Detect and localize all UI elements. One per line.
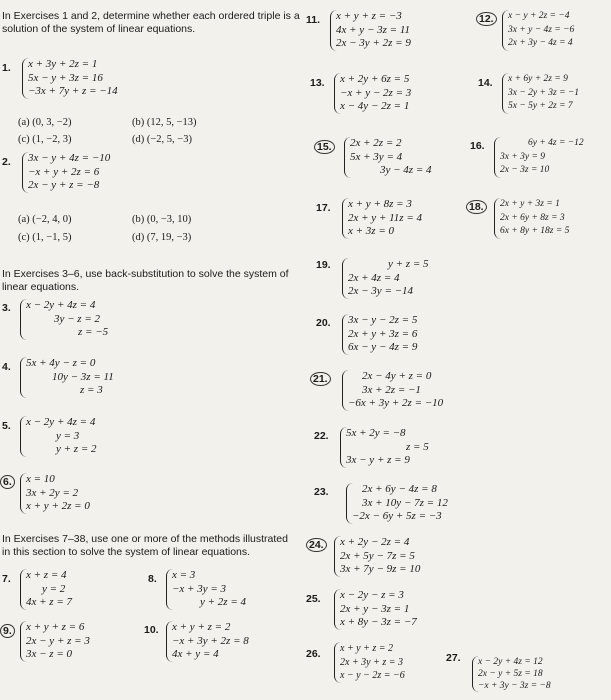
exercise-number: 4. xyxy=(2,361,11,373)
equation: x − 2y − z = 3 xyxy=(340,589,404,601)
exercise-number: 12. xyxy=(476,12,497,26)
equation: x + 3y + 2z = 1 xyxy=(28,58,98,70)
exercise-number: 2. xyxy=(2,156,11,168)
equation: 2x + 5y − 7z = 5 xyxy=(340,549,415,562)
equation-system xyxy=(166,621,249,662)
equation-system xyxy=(342,258,429,299)
equation: x + 6y + 2z = 9 xyxy=(508,74,568,84)
equation: 2x − 4y + z = 0 xyxy=(362,370,432,382)
equation: 3x − y + 4z = −10 xyxy=(28,152,111,164)
exercise-number: 22. xyxy=(314,430,329,442)
equation: 2x + 3y − 4z = 4 xyxy=(508,38,573,48)
exercise-number: 24. xyxy=(306,538,327,552)
equation: 5x + 3y = 4 xyxy=(350,150,403,163)
equation: 3x − y − 2z = 5 xyxy=(348,314,418,326)
equation: 2x − 3z = 10 xyxy=(500,165,550,175)
equation: 2x + 4z = 4 xyxy=(348,271,400,284)
equation: x + y + z = 6 xyxy=(26,621,85,633)
equation: −x + 3y = 3 xyxy=(172,582,227,595)
exercise-number: 7. xyxy=(2,573,11,585)
equation: 5x + 4y − z = 0 xyxy=(26,357,96,369)
answer-option: (a) (0, 3, −2) xyxy=(18,117,72,128)
exercise-number: 8. xyxy=(148,573,157,585)
exercise-number: 13. xyxy=(310,77,325,89)
exercise-number: 15. xyxy=(314,140,335,154)
exercise-number: 19. xyxy=(316,259,331,271)
equation-system xyxy=(334,73,411,114)
equation: x + y + z = 2 xyxy=(340,643,394,654)
equation-system xyxy=(342,314,417,355)
answer-option: (b) (12, 5, −13) xyxy=(132,117,197,128)
exercise-number: 6. xyxy=(0,475,15,489)
equation: 2x + y + 11z = 4 xyxy=(348,211,422,224)
equation: y + z = 5 xyxy=(388,258,429,270)
answer-option: (c) (1, −2, 3) xyxy=(18,134,72,145)
equation: 2x − y + 5z = 18 xyxy=(478,669,543,679)
equation-system xyxy=(22,152,110,193)
equation: 2x + 6y − 4z = 8 xyxy=(362,483,437,495)
equation-system xyxy=(334,589,417,630)
equation: 3y − 4z = 4 xyxy=(380,164,432,176)
equation: 3x + 10y − 7z = 12 xyxy=(362,496,448,509)
equation: z = 3 xyxy=(80,384,103,396)
equation: 2x + 3y + z = 3 xyxy=(340,656,404,668)
equation: x + y + z = −3 xyxy=(336,10,402,22)
equation: 3x + 3y = 9 xyxy=(500,151,546,162)
equation: x + z = 4 xyxy=(26,569,67,581)
equation-system xyxy=(344,137,432,178)
equation: 2x + 2z = 2 xyxy=(350,137,402,149)
equation: 2x − 3y = −14 xyxy=(348,285,414,297)
equation-system xyxy=(330,10,411,51)
equation: x − y − 2z = −6 xyxy=(340,670,405,681)
equation: 2x + y + 3z = 6 xyxy=(348,327,418,340)
equation: 4x + y − 3z = 11 xyxy=(336,23,410,36)
equation-system xyxy=(472,656,551,692)
equation-system xyxy=(346,483,448,524)
equation: x + 2y − 2z = 4 xyxy=(340,536,410,548)
equation: 2x − y + z = −8 xyxy=(28,179,100,191)
exercise-number: 11. xyxy=(306,14,321,26)
exercise-number: 16. xyxy=(470,140,485,152)
equation: 2x + y + 3z = 1 xyxy=(500,199,560,209)
equation: 2x − y + z = 3 xyxy=(26,634,90,647)
equation-system xyxy=(342,198,422,239)
answer-option: (d) (−2, 5, −3) xyxy=(132,134,192,145)
exercise-number: 1. xyxy=(2,62,11,74)
equation: 3x − 2y + 3z = −1 xyxy=(508,87,580,98)
equation: 10y − 3z = 11 xyxy=(52,370,114,383)
equation: x + y + 8z = 3 xyxy=(348,198,412,210)
equation-system xyxy=(166,569,246,610)
equation: 5x + 2y = −8 xyxy=(346,427,406,439)
equation: x + y + z = 2 xyxy=(172,621,231,633)
instructions-3-6: In Exercises 3–6, use back-substitution to solve the system of linear equations. xyxy=(2,268,289,293)
equation-system xyxy=(502,73,579,114)
equation-system xyxy=(20,299,108,340)
equation: y = 2 xyxy=(42,582,66,595)
answer-option: (b) (0, −3, 10) xyxy=(132,214,192,225)
equation: 3x − z = 0 xyxy=(26,648,73,660)
equation-system xyxy=(494,198,569,239)
instructions-1-2: In Exercises 1 and 2, determine whether each ordered triple is a solution of the system of linear equations. xyxy=(2,10,300,35)
equation: 2x + y − 3z = 1 xyxy=(340,602,410,615)
exercise-number: 23. xyxy=(314,486,329,498)
equation-system xyxy=(342,370,443,411)
exercise-number: 20. xyxy=(316,317,331,329)
exercise-number: 5. xyxy=(2,420,11,432)
equation: 2x − 3y + 2z = 9 xyxy=(336,37,411,49)
exercise-number: 27. xyxy=(446,652,461,664)
equation: 3x + y − 4z = −6 xyxy=(508,24,575,35)
equation: y + z = 2 xyxy=(56,443,97,455)
equation-system xyxy=(334,536,420,577)
equation-system xyxy=(340,427,429,468)
equation: −3x + 7y + z = −14 xyxy=(28,85,118,97)
equation-system xyxy=(494,137,584,178)
equation: x − 2y + 4z = 12 xyxy=(478,657,543,667)
equation: 6y + 4z = −12 xyxy=(528,138,584,148)
exercise-number: 21. xyxy=(310,372,331,386)
exercise-number: 18. xyxy=(466,200,487,214)
exercise-number: 17. xyxy=(316,202,331,214)
equation: 3y − z = 2 xyxy=(54,312,101,325)
equation: 4x + y = 4 xyxy=(172,648,219,660)
equation-system xyxy=(20,357,114,398)
equation: −x + y + 2z = 6 xyxy=(28,165,100,178)
equation: x + 8y − 3z = −7 xyxy=(340,616,417,628)
equation: 3x + 7y − 9z = 10 xyxy=(340,563,421,575)
exercise-number: 25. xyxy=(306,593,321,605)
answer-option: (d) (7, 19, −3) xyxy=(132,232,192,243)
equation: x = 3 xyxy=(172,569,196,581)
equation: x + 2y + 6z = 5 xyxy=(340,73,410,85)
answer-option: (c) (1, −1, 5) xyxy=(18,232,72,243)
exercise-number: 3. xyxy=(2,302,11,314)
equation: 2x + 6y + 8z = 3 xyxy=(500,212,565,223)
equation: −x + 3y − 3z = −8 xyxy=(478,681,551,691)
equation: x + y + 2z = 0 xyxy=(26,500,90,512)
equation: x + 3z = 0 xyxy=(348,225,395,237)
equation: 6x + 8y + 18z = 5 xyxy=(500,226,570,236)
answer-option: (a) (−2, 4, 0) xyxy=(18,214,72,225)
equation: z = 5 xyxy=(406,440,429,453)
equation: 4x + z = 7 xyxy=(26,596,73,608)
equation-system xyxy=(20,473,90,514)
equation-system xyxy=(334,642,405,683)
equation: y + 2z = 4 xyxy=(200,596,247,608)
equation: x − 4y − 2z = 1 xyxy=(340,100,410,112)
equation: −x + 3y + 2z = 8 xyxy=(172,634,249,647)
equation: 5x − y + 3z = 16 xyxy=(28,71,103,84)
equation: 5x − 5y + 2z = 7 xyxy=(508,101,573,111)
equation: 3x − y + z = 9 xyxy=(346,454,410,466)
equation-system xyxy=(20,416,97,457)
equation-system xyxy=(20,621,90,662)
equation: x − y + 2z = −4 xyxy=(508,11,570,21)
equation-system xyxy=(22,58,118,99)
equation: z = −5 xyxy=(78,326,109,338)
equation: x − 2y + 4z = 4 xyxy=(26,416,96,428)
equation: 3x + 2y = 2 xyxy=(26,486,79,499)
exercise-number: 9. xyxy=(0,624,15,638)
equation: x − 2y + 4z = 4 xyxy=(26,299,96,311)
equation: 3x + 2z = −1 xyxy=(362,383,421,396)
equation: −6x + 3y + 2z = −10 xyxy=(348,397,444,409)
equation: −x + y − 2z = 3 xyxy=(340,86,412,99)
equation: x = 10 xyxy=(26,473,55,485)
exercise-number: 14. xyxy=(478,77,493,89)
instructions-7-38: In Exercises 7–38, use one or more of the methods illustrated in this section to solve the system of linear equations. xyxy=(2,533,288,558)
equation: 6x − y − 4z = 9 xyxy=(348,341,418,353)
equation: −2x − 6y + 5z = −3 xyxy=(352,510,442,522)
exercise-number: 26. xyxy=(306,648,321,660)
exercise-number: 10. xyxy=(144,624,159,636)
equation: y = 3 xyxy=(56,429,80,442)
equation-system xyxy=(20,569,72,610)
equation-system xyxy=(502,10,574,51)
